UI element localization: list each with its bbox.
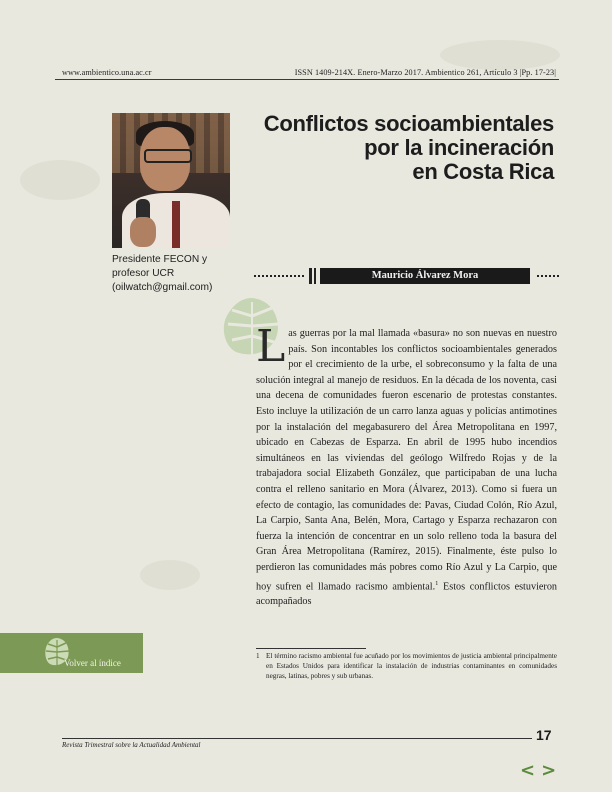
dotted-divider: [537, 275, 559, 279]
next-page-arrow-icon[interactable]: >: [541, 760, 557, 781]
author-email: (oilwatch@gmail.com): [112, 282, 213, 293]
footer-divider: [62, 738, 532, 739]
author-caption: [112, 253, 242, 295]
caption-line: Presidente FECON y: [112, 254, 208, 265]
header-divider: [55, 79, 559, 80]
background-texture: [20, 160, 100, 200]
background-texture: [140, 560, 200, 590]
body-paragraph-continued: Estos conflictos estuvieron acompañados: [256, 580, 558, 608]
title-line: Conflictos socioambientales: [263, 111, 554, 136]
previous-page-arrow-icon[interactable]: <: [520, 760, 536, 781]
author-name: Mauricio Álvarez Mora: [320, 268, 530, 284]
website-link[interactable]: www.ambientico.una.ac.cr: [62, 68, 152, 77]
back-to-index-button[interactable]: [0, 633, 143, 673]
dotted-divider: [254, 275, 304, 279]
footnote: [256, 651, 557, 681]
drop-cap: L: [256, 321, 286, 372]
footnote-divider: [256, 648, 366, 649]
page-header: [62, 66, 556, 80]
bar-ornament: [309, 268, 312, 284]
title-line: en Costa Rica: [412, 159, 554, 184]
author-photo: [112, 113, 230, 248]
article-body: [256, 321, 558, 610]
footnote-reference[interactable]: 1: [435, 579, 439, 587]
issn-info: ISSN 1409-214X. Enero-Marzo 2017. Ambientico 261, Artículo 3 |Pp. 17-23|: [294, 68, 556, 77]
body-paragraph: as guerras por la mal llamada «basura» no son nuevas en nuestro país. Son incontables los conflictos socioambientales generados por el crecimiento de la urbe, el sobreconsumo y la falta de una solución integral al manejo de residuos. En la década de los noventa, casi una decena de comunidades fueron escenario de protestas constantes. Esto incluye la utilización de un carro lanza aguas y policías antimotines por la instalación del megabasurero del Área Metropolitana en 1997, ubicado en Cabezas de Esparza. En abril de 1995 hubo incendios simultáneos en las viviendas del geólogo Wilfredo Rojas y de la trabajadora social Elizabeth González, que participaban de una lucha contra el relleno sanitario en Mora (Álvarez, 2013). Como si fuera un efecto de contagio, las comunidades de: Pavas, Ciudad Colón, Río Azul, La Carpio, Santa Ana, Belén, Mora, Cartago y Esparza rechazaron con fuerza la intención de concentrar en un solo relleno toda la basura del Gran Área Metropolitana (Ramírez, 2015). Finalmente, éste pulso lo perdieron las comunidades más pobres como Río Azul y La Carpio, que hoy sufren el llamado racismo ambiental.: [256, 328, 557, 592]
article-title: [234, 112, 554, 184]
journal-name: Revista Trimestral sobre la Actualidad Ambiental: [62, 741, 201, 749]
page-number: 17: [536, 727, 552, 743]
title-line: por la incineración: [364, 135, 554, 160]
author-bar: [254, 266, 559, 286]
footnote-number: 1: [256, 652, 260, 660]
bar-ornament: [314, 268, 316, 284]
footnote-text: El término racismo ambiental fue acuñado por los movimientos de justicia ambiental principalmente en Estados Unidos para identificar la instalación de industrias contaminantes en comunidades negras, latinas, pobres y sub urbanas.: [266, 652, 557, 680]
caption-line: profesor UCR: [112, 268, 175, 279]
back-to-index-label[interactable]: Volver al índice: [64, 658, 121, 668]
page-navigation: [520, 762, 560, 780]
